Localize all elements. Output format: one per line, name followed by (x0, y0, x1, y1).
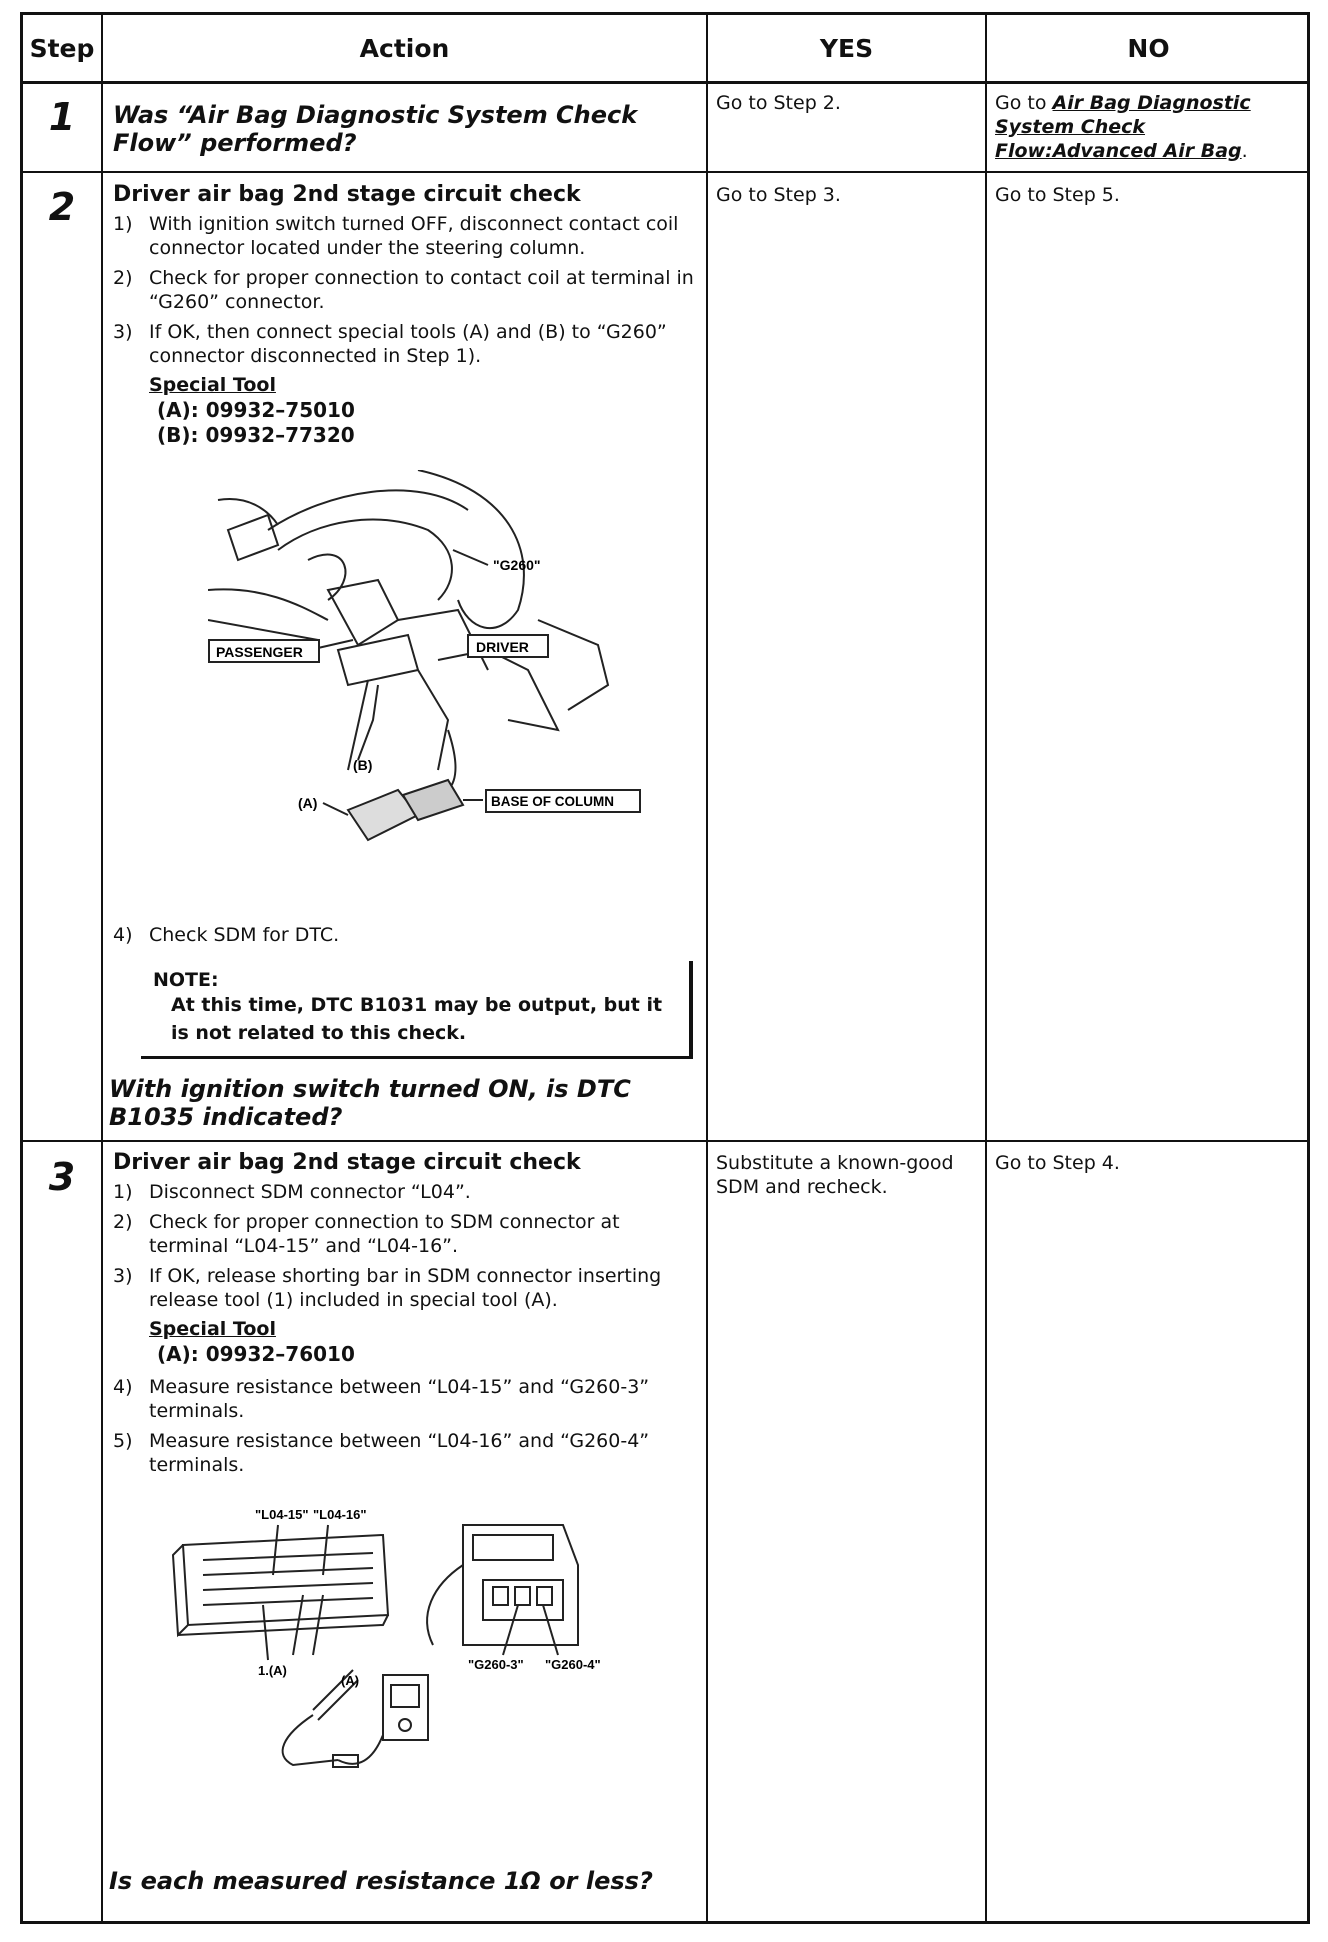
column-divider (985, 15, 987, 1921)
step-question: Is each measured resistance 1Ω or less? (109, 1867, 653, 1895)
procedure-item (113, 320, 698, 368)
steering-column-diagram (208, 470, 648, 850)
row-divider (23, 171, 1307, 173)
no-result: Go to Step 5. (995, 184, 1120, 206)
no-result-prefix: Go to (995, 92, 1053, 114)
figure-label-g2603: "G260-3" (468, 1657, 524, 1672)
procedure-list (113, 1180, 698, 1312)
column-divider (101, 15, 103, 1921)
procedure-item (113, 1375, 698, 1423)
item-text: With ignition switch turned OFF, disconnect contact coil connector located under the steering column. (149, 213, 679, 259)
figure-label-tool: 1.(A) (258, 1663, 287, 1678)
procedure-list (113, 212, 698, 368)
special-tool-value: (B): 09932–77320 (157, 423, 355, 447)
row-divider (23, 81, 1307, 84)
diagnostic-table (20, 12, 1310, 1924)
item-number: 4) (113, 1376, 133, 1398)
item-text: Check for proper connection to SDM connector at terminal “L04-15” and “L04-16”. (149, 1211, 620, 1257)
item-number: 4) (113, 924, 133, 946)
step-number: 3 (48, 1155, 76, 1199)
procedure-item (113, 1264, 698, 1312)
item-text: Check for proper connection to contact coil at terminal in “G260” connector. (149, 267, 694, 313)
item-number: 2) (113, 1211, 133, 1233)
figure-label-b: (B) (353, 757, 373, 773)
figure-label-a: (A) (341, 1673, 360, 1688)
item-text: Disconnect SDM connector “L04”. (149, 1181, 471, 1203)
header-action: Action (359, 33, 450, 63)
connector-measurement-diagram (163, 1505, 703, 1825)
figure-label-passenger: PASSENGER (216, 644, 303, 660)
item-number: 2) (113, 267, 133, 289)
step-2-action (113, 181, 698, 448)
special-tool-label: Special Tool (149, 1318, 276, 1340)
yes-result: Go to Step 3. (716, 184, 841, 206)
item-text: Measure resistance between “L04-15” and “G260-3” terminals. (149, 1376, 650, 1422)
special-tool-label: Special Tool (149, 374, 276, 396)
no-result-suffix: . (1241, 140, 1248, 162)
row-divider (23, 1140, 1307, 1142)
figure-label-g260: "G260" (493, 557, 541, 573)
item-number: 1) (113, 213, 133, 235)
step-2-action-cont (113, 923, 698, 953)
yes-result: Substitute a known-good SDM and recheck. (716, 1152, 954, 1198)
item-text: If OK, then connect special tools (A) and (B) to “G260” connector disconnected in Step 1). (149, 321, 667, 367)
header-no: NO (1127, 33, 1170, 63)
procedure-item (113, 1180, 698, 1204)
header-yes: YES (819, 33, 874, 63)
procedure-list (113, 1375, 698, 1477)
figure-label-g2604: "G260-4" (545, 1657, 601, 1672)
note-text: At this time, DTC B1031 may be output, but it is not related to this check. (171, 994, 663, 1044)
step-question: Was “Air Bag Diagnostic System Check Flow” performed? (113, 101, 638, 157)
figure-label-l0416: "L04-16" (313, 1507, 367, 1522)
item-number: 1) (113, 1181, 133, 1203)
procedure-item (113, 1429, 698, 1477)
figure-label-l0415: "L04-15" (255, 1507, 309, 1522)
header-step: Step (29, 33, 95, 63)
yes-result: Go to Step 2. (716, 92, 841, 114)
item-number: 3) (113, 321, 133, 343)
step-title: Driver air bag 2nd stage circuit check (113, 182, 581, 207)
item-text: Check SDM for DTC. (149, 924, 340, 946)
procedure-item (113, 1210, 698, 1258)
procedure-item (113, 923, 698, 947)
note-label: NOTE: (153, 969, 219, 991)
no-result: Go to Step 4. (995, 1152, 1120, 1174)
figure-label-a: (A) (298, 795, 318, 811)
special-tool-value: (A): 09932–75010 (157, 398, 355, 422)
procedure-item (113, 266, 698, 314)
item-text: Measure resistance between “L04-16” and “G260-4” terminals. (149, 1430, 650, 1476)
no-result (995, 91, 1305, 163)
item-text: If OK, release shorting bar in SDM connector inserting release tool (1) included in special tool (A). (149, 1265, 662, 1311)
step-number: 2 (48, 185, 76, 229)
figure-label-base: BASE OF COLUMN (491, 794, 614, 809)
note-box (141, 961, 693, 1059)
procedure-item (113, 212, 698, 260)
step-title: Driver air bag 2nd stage circuit check (113, 1150, 581, 1175)
column-divider (706, 15, 708, 1921)
step-3-action (113, 1149, 698, 1483)
item-number: 5) (113, 1430, 133, 1452)
figure-label-driver: DRIVER (476, 639, 529, 655)
item-number: 3) (113, 1265, 133, 1287)
step-number: 1 (48, 95, 76, 139)
procedure-list (113, 923, 698, 947)
flow-link[interactable]: Air Bag Diagnostic System Check Flow:Advanced Air Bag (995, 92, 1251, 162)
special-tool-value: (A): 09932–76010 (157, 1342, 355, 1366)
step-question: With ignition switch turned ON, is DTC B1035 indicated? (109, 1075, 631, 1131)
